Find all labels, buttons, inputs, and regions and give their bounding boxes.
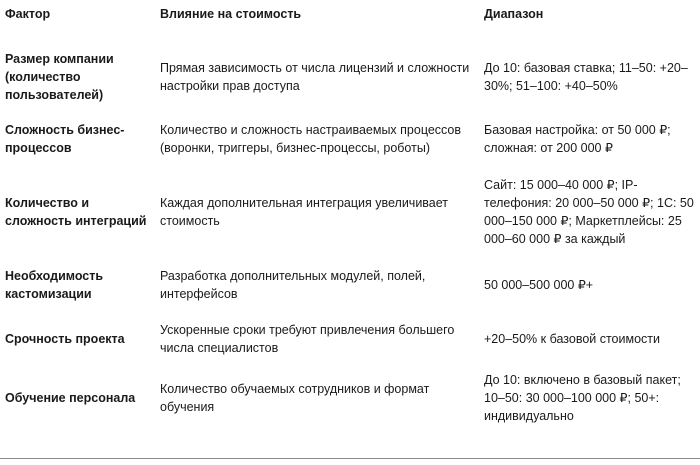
table-row bbox=[0, 167, 700, 257]
cell-factor: Необходимость кастомизации bbox=[5, 269, 104, 301]
header-row bbox=[0, 0, 700, 43]
cell-impact: Каждая дополнительная интеграция увеличивает стоимость bbox=[160, 196, 449, 228]
cell-impact: Ускоренные сроки требуют привлечения большего числа специалистов bbox=[160, 322, 455, 355]
cell-factor: Количество и сложность интеграций bbox=[5, 196, 147, 228]
table-row bbox=[0, 364, 700, 432]
cell-factor: Сложность бизнес-процессов bbox=[5, 123, 125, 155]
cell-impact: Прямая зависимость от числа лицензий и сложности настройки прав доступа bbox=[160, 61, 470, 93]
cell-impact: Количество и сложность настраиваемых процессов (воронки, триггеры, бизнес-процессы, роботы) bbox=[160, 123, 462, 155]
table-row bbox=[0, 257, 700, 313]
header-range: Диапазон bbox=[484, 7, 544, 21]
cell-range: +20–50% к базовой стоимости bbox=[484, 331, 660, 346]
cell-factor: Размер компании (количество пользователей) bbox=[5, 52, 114, 102]
cell-factor: Срочность проекта bbox=[5, 331, 125, 346]
cell-range: 50 000–500 000 ₽+ bbox=[484, 278, 594, 292]
cell-range: Сайт: 15 000–40 000 ₽; IP-телефония: 20 000–50 000 ₽; 1С: 50 000–150 000 ₽; Маркетплейсы: 25 000–60 000 ₽ за каждый bbox=[484, 178, 694, 246]
table-row bbox=[0, 313, 700, 364]
header-impact: Влияние на стоимость bbox=[160, 7, 302, 21]
cell-impact: Разработка дополнительных модулей, полей, интерфейсов bbox=[160, 269, 426, 301]
cell-range: До 10: базовая ставка; 11–50: +20–30%; 51–100: +40–50% bbox=[484, 61, 688, 93]
cell-range: До 10: включено в базовый пакет; 10–50: 30 000–100 000 ₽; 50+: индивидуально bbox=[484, 373, 681, 423]
table-bottom-divider bbox=[0, 458, 700, 459]
cell-factor: Обучение персонала bbox=[5, 391, 136, 405]
table-body bbox=[0, 43, 700, 432]
table-header bbox=[0, 0, 700, 43]
cell-impact: Количество обучаемых сотрудников и формат обучения bbox=[160, 382, 430, 414]
table-row bbox=[0, 43, 700, 111]
table-row bbox=[0, 111, 700, 167]
header-factor: Фактор bbox=[5, 7, 51, 21]
cell-range: Базовая настройка: от 50 000 ₽; сложная: от 200 000 ₽ bbox=[484, 123, 671, 155]
